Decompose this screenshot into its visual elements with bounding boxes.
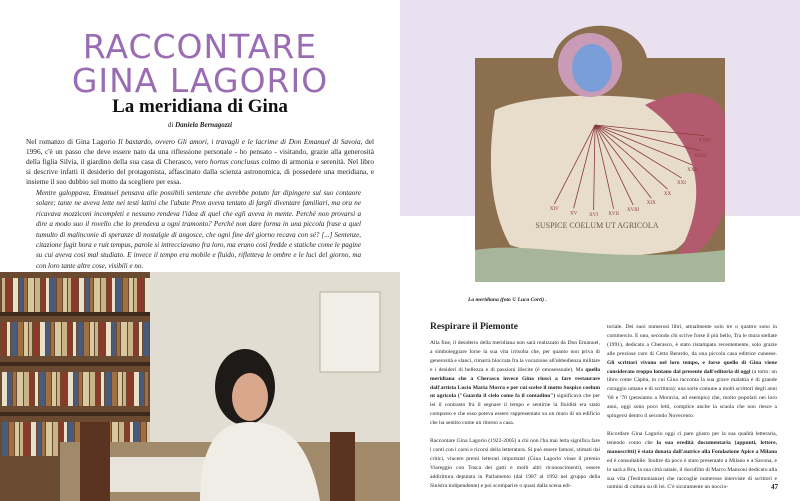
book-spine bbox=[85, 278, 89, 312]
book-spine bbox=[29, 322, 32, 356]
book-spine bbox=[121, 322, 127, 356]
book-spine bbox=[33, 322, 39, 356]
book-spine bbox=[83, 372, 89, 406]
book-spine bbox=[95, 322, 98, 356]
book-spine bbox=[35, 372, 38, 406]
book-spine bbox=[107, 278, 111, 312]
sundial-hour-label: XXIII bbox=[694, 153, 707, 159]
sundial-hour-label: XX bbox=[663, 192, 672, 198]
sundial-hour-label: XXIV bbox=[698, 138, 711, 144]
sundial-hour-label: XVII bbox=[608, 211, 619, 217]
book-spine bbox=[57, 278, 62, 312]
book-spine bbox=[6, 278, 12, 312]
book-spine bbox=[7, 322, 10, 356]
book-spine bbox=[123, 278, 128, 312]
sundial-hour-label: XVIII bbox=[626, 207, 640, 213]
article-subtitle: La meridiana di Gina bbox=[112, 96, 288, 117]
sundial-hour-label: XIX bbox=[646, 201, 656, 207]
sundial-hour-label: XV bbox=[569, 211, 578, 217]
book-spine bbox=[50, 278, 56, 312]
book-spine bbox=[40, 322, 45, 356]
book-spine bbox=[13, 278, 18, 312]
book-spine bbox=[68, 278, 71, 312]
book-spine bbox=[139, 322, 142, 356]
book-spine bbox=[61, 372, 67, 406]
author-photo bbox=[0, 272, 400, 501]
book-spine bbox=[18, 322, 23, 356]
book-spine bbox=[145, 278, 150, 312]
book-spine bbox=[46, 322, 50, 356]
book-spine bbox=[90, 372, 95, 406]
book-spine bbox=[68, 322, 72, 356]
book-spine bbox=[140, 372, 144, 406]
sundial-image bbox=[475, 10, 725, 282]
book-spine bbox=[19, 278, 23, 312]
book-spine bbox=[68, 372, 73, 406]
book-spine bbox=[79, 278, 84, 312]
book-spine bbox=[41, 278, 45, 312]
book-spine bbox=[99, 322, 105, 356]
section-heading: Respirare il Piemonte bbox=[430, 322, 518, 332]
book-spine bbox=[39, 372, 45, 406]
book-spine bbox=[52, 372, 56, 406]
book-spine bbox=[24, 422, 30, 456]
book-spine bbox=[90, 278, 93, 312]
book-spine bbox=[20, 422, 23, 456]
book-spine bbox=[28, 278, 34, 312]
book-spine bbox=[57, 372, 60, 406]
book-spine bbox=[127, 372, 133, 406]
book-spine bbox=[84, 322, 89, 356]
book-spine bbox=[46, 422, 52, 456]
book-spine bbox=[118, 372, 122, 406]
sundial-motto: SUSPICE COELUM UT AGRICOLA bbox=[535, 221, 659, 230]
book-spine bbox=[134, 372, 139, 406]
sundial-hour-label: XVI bbox=[589, 212, 599, 218]
byline: di Daniela Bernagozzi bbox=[167, 121, 233, 129]
photo-caption: La meridiana (foto © Luca Corti) . bbox=[468, 297, 547, 303]
book-spine bbox=[117, 322, 120, 356]
sundial-hour-label: XXI bbox=[677, 180, 686, 186]
book-spine bbox=[53, 422, 58, 456]
text-column-2 bbox=[607, 323, 777, 501]
book-spine bbox=[2, 372, 7, 406]
book-spine bbox=[46, 372, 51, 406]
book-spine bbox=[62, 322, 67, 356]
quote-paragraph: Mentre galoppava, Emanuel pensava alle possibili sentenze che avrebbe potuto far dipingere sul suo contaore solare; tante ne aveva lette nei testi latini che l'abate Pron aveva tentato di fargli diventare familiari, ma ora ne ricavava mozziconi incompleti e nessuno rendeva l'idea di quel che egli aveva in mente. Perché non provarsi a dire a modo suo il rovello che lo prendeva a ogni tramonto? Perché non dare forma in una piccola frase a quel tumulto di malinconie di speranze di nostalgie di angosce, che ogni fine del giorno recava con sé? [...] Sentenze, citazione fugit hora e ruit tempus, parole si intrecciavano fra loro, ma erano così fredde e statiche come le pagine su cui aveva così mal studiato. E invece il tempo era mobile e fluido, rifletteva le ombre e le luci del giorno, ma con loro tante altre cose, visibili e no. bbox=[36, 189, 361, 270]
book-spine bbox=[24, 372, 29, 406]
book-spine bbox=[30, 372, 34, 406]
book-spine bbox=[2, 322, 6, 356]
intro-paragraph: Nel romanzo di Gina Lagorio Il bastardo, ovvero Gli amori, i travagli e le lacrime di Don Emanuel di Savoia, del 1996, c'è un passo che deve essere nato da una riflessione personale - ho pensato - visitando, grazie alla generosità della figlia Silvia, il giardino della sua casa di Cherasco, vero hortus conclusus colmo di armonia e serenità. Nel libro si descrive infatti il desiderio del protagonista, affascinato dalla scienza astronomica, di possedere una meridiana, e insieme il suo dubbio sul motto da scegliere per essa. bbox=[26, 137, 374, 187]
book-spine bbox=[116, 278, 122, 312]
book-spine bbox=[101, 372, 104, 406]
book-spine bbox=[8, 372, 12, 406]
article-title: RACCONTARE GINA LAGORIO bbox=[71, 27, 329, 100]
book-spine bbox=[145, 372, 148, 406]
book-spine bbox=[138, 278, 144, 312]
book-spine bbox=[105, 372, 111, 406]
book-spine bbox=[134, 322, 138, 356]
book-spine bbox=[63, 278, 67, 312]
paragraph: Ricordare Gina Lagorio oggi ci pare giusto per la sua qualità letteraria, tenendo conto che la sua eredità documentaria (appunti, lettere, manoscritti) è stata donata dall'autrice alla Fondazione Apice a Milano ed è consultabile. Inoltre da poco è stato presentato a Milano e a Savona, e lo sarà a Bra, la sua città natale, il docufilm di Marco Manzoni dedicato alla sua vita (Testimonianze) che raccoglie numerose interviste di scrittori e uomini di cultura su di lei. C'è sicuramente un noccio- bbox=[607, 430, 777, 491]
book-spine bbox=[42, 422, 45, 456]
book-spine bbox=[128, 322, 133, 356]
book-spine bbox=[17, 372, 23, 406]
book-spine bbox=[96, 372, 100, 406]
book-spine bbox=[11, 322, 17, 356]
book-spine bbox=[73, 322, 76, 356]
paragraph: Raccontare Gina Lagorio (1922-2005) a chi non l'ha mai letta significa fare i conti con i corsi e ricorsi della letteratura. Si può essere famosi, stimati dai critici, vincere premi letterari importanti (Gina Lagorio vinse il premio Viareggio con Tosca dei gatti e molti altri riconoscimenti), essere addirittura deputata in Parlamento (dal 1987 al 1992 nel gruppo della Sinistra indipendente) e poi scomparire o quasi dalla scena edi- bbox=[430, 438, 600, 489]
paragraph: Alla fine, il desiderio della meridiana non sarà realizzato da Don Emanuel, a simboleggiare forse la sua vita irrisolta che, per quanto non priva di generosità e slanci, rimarrà bloccata fra la vocazione all'obbedienza militare e i desideri di bellezza e di passioni illecite (è omosessuale). Ma quella meridiana che a Cherasco invece Gina riuscì a fare restaurare dall'artista Lucio Maria Morra e per cui scelse il motto Suspice coelum ut agricola ("Guarda il cielo come fa il contadino") significava che per lei il contrasto fra il segnare il tempo e sentirne la fluidità era stato composto e che esso poteva essere rappresentato su un muro di un edificio che ha sentito come un ritorno a casa. bbox=[430, 340, 600, 427]
book-spine bbox=[112, 322, 116, 356]
book-spine bbox=[15, 422, 19, 456]
sundial-hour-label: XIV bbox=[549, 207, 559, 213]
book-spine bbox=[24, 278, 27, 312]
book-spine bbox=[13, 372, 16, 406]
book-spine bbox=[9, 422, 14, 456]
book-spine bbox=[31, 422, 36, 456]
book-spine bbox=[35, 278, 40, 312]
book-spine bbox=[143, 322, 149, 356]
book-spine bbox=[129, 278, 133, 312]
book-spine bbox=[101, 278, 106, 312]
book-spine bbox=[94, 278, 100, 312]
book-spine bbox=[79, 372, 82, 406]
book-spine bbox=[46, 278, 49, 312]
book-spine bbox=[90, 322, 94, 356]
sundial-hour-label: XXII bbox=[687, 168, 698, 174]
book-spine bbox=[112, 372, 117, 406]
book-spine bbox=[77, 322, 83, 356]
page-number: 47 bbox=[771, 483, 778, 491]
book-spine bbox=[37, 422, 41, 456]
text-column-1 bbox=[430, 339, 600, 500]
book-spine bbox=[2, 422, 8, 456]
book-spine bbox=[106, 322, 111, 356]
book-spine bbox=[51, 322, 54, 356]
book-spine bbox=[112, 278, 115, 312]
book-spine bbox=[24, 322, 28, 356]
book-spine bbox=[134, 278, 137, 312]
book-spine bbox=[74, 372, 78, 406]
book-spine bbox=[72, 278, 78, 312]
book-spine bbox=[2, 278, 5, 312]
paragraph: toriale. Dei suoi numerosi libri, attualmente solo tre o quattro sono in commercio. E uno, secondo chi scrive forse il più bello, Tra le mura stellate (1991), dedicato a Cherasco, è stato ristampato recentemente, solo grazie alle preziose cure di Cetta Berardo, da una piccola casa editrice cuneese. Gli scrittori vivono nel loro tempo, e forse quello di Gina viene considerato troppo lontano dal presente dall'editoria di oggi (a torto: un libro come Càpita, in cui Gina racconta la sua grave malattia è di grande coraggio umano e di scrittura): una sorte comune a molti scrittori degli anni '60 e '70 (pensiamo a Moravia, ad esempio) che, molto popolari nei loro anni, oggi sono poco letti, complice anche la scuola che non riesce a spingersi dentro il secondo Novecento. bbox=[607, 324, 777, 420]
book-spine bbox=[55, 322, 61, 356]
book-spine bbox=[123, 372, 126, 406]
